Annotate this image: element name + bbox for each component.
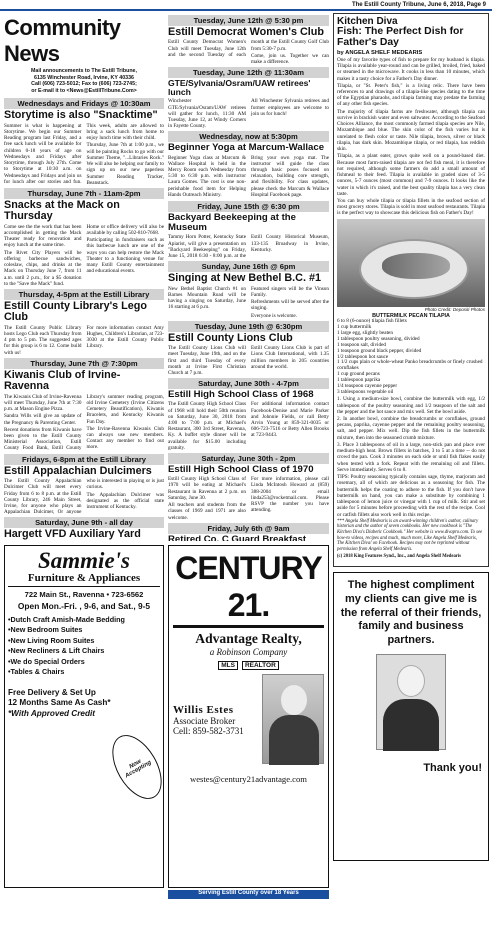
- head-shape: [281, 685, 307, 715]
- event-date-bar: Saturday, June 30th - 2pm: [168, 453, 329, 464]
- photo-credit: Photo Credit: Depositi Photos: [424, 306, 485, 312]
- paragraph: For more information, please call Linda McIntosh Howard at (859) 388-2004 or email linda253@rocketmail.com. Please RSVP the number you have attending.: [251, 476, 329, 514]
- paragraph: The Appalachian Dulcimer was designated as the official state instrument of Kentucky.: [86, 491, 164, 510]
- event-headline: GTE/Sylvania/Osram/UAW retirees' lunch: [168, 78, 311, 98]
- paragraph: Refreshments will be served after the singing.: [251, 299, 329, 312]
- community-news-title: Community News: [4, 15, 121, 66]
- list-item: • Tables & Chairs: [8, 667, 160, 677]
- ingredient: 1 teaspoon ground black pepper, divided: [337, 347, 422, 354]
- event-headline: Beginner Yoga at Marcum-Wallace: [168, 142, 325, 154]
- paragraph: Recent donations from Kiwanis have been given to the Estill County Ministerial Association, Estill County Food Bank, Estill County Library's summer reading program, old Irvine Cemetery (Irvine Citizens Cemetery Beautification), Kiwanis Bracelets, and Kentucky Kiwanis Fun Day.: [4, 393, 164, 452]
- ingredient: 1 large egg, slightly beaten: [337, 329, 393, 336]
- event-body: [4, 478, 164, 515]
- ingredient: 1 tablespoon poultry seasoning, divided: [337, 335, 420, 342]
- list-item: • Dutch Craft Amish-Made Bedding: [8, 615, 160, 625]
- paragraph: All Winchester Sylvania retirees and former employees are welcome to join us for lunch!: [251, 98, 329, 117]
- sammies-footer: [8, 688, 160, 720]
- torso-shape: [383, 699, 439, 751]
- event-body: [168, 476, 329, 521]
- agent-block: [173, 674, 324, 764]
- paragraph: New Bethel Baptist Church #1 on Barnes Mountain Road will be having a singing on Saturday, June 16 starting at 6 p.m.: [168, 285, 246, 311]
- event-date-bar: Thursday, June 7th @ 7:30pm: [4, 358, 164, 369]
- event-date-bar: Saturday, June 30th - 4-7pm: [168, 378, 329, 389]
- now-accepting-badge: Now Accepting: [102, 727, 172, 808]
- kitchen-diva-byline: by ANGELA SHELF MEDEARIS: [337, 49, 423, 56]
- info-line: Call (606) 723-5012; Fax to (606) 723-2745;: [31, 81, 137, 88]
- page-header-text: The Estill County Tribune, June 6, 2018, Page 9: [351, 1, 486, 8]
- paragraph: The Irvine-Ravenna Kiwanis Club can always use new members. Contact any member to find out more.: [86, 425, 164, 451]
- event-date-bar: Thursday, June 7th - 11am-2pm: [4, 188, 164, 199]
- sammies-subtitle: Furniture & Appliances: [8, 572, 160, 587]
- company-sub: a Robinson Company: [209, 647, 288, 657]
- event-body: [4, 325, 164, 356]
- event-date-bar: Wednesdays and Fridays @ 10:30am: [4, 98, 164, 109]
- event-date-bar: Saturday, June 9th - all day: [4, 517, 164, 528]
- torso-shape: [269, 715, 319, 765]
- author-note: *** Angela Shelf Medearis is an award-winning children's author, culinary historian and the author of seven cookbooks. Her new cookbook is "The Kitchen Diva's Diabetic Cookbook." Her website is www.divapro.com. To see how-to videos, recipes and much, much more, Like Angela Shelf Medearis, The Kitchen Diva! on Facebook. Recipes may not be reprinted without permission from Angela Shelf Medearis.: [337, 518, 483, 552]
- event-headline: Storytime is also "Snacktime": [4, 109, 158, 122]
- ingredient: 1 cup ground pecans: [337, 371, 380, 378]
- paragraph: Come, join us. Together we can make a difference.: [251, 52, 329, 66]
- event-headline: Hargett VFD Auxiliary Yard: [4, 528, 141, 541]
- event-date-bar: Wednesday, now at 5:30pm: [168, 131, 329, 142]
- kitchen-diva-title: Kitchen Diva: [337, 16, 398, 27]
- events-column: [168, 13, 329, 541]
- paragraph: The majority of tilapia farms are freshwater, although tilapia can survive in brackish water and even saltwater. According to the Seafood Choices Alliance, the most commonly farmed tilapia species are Nile, Mozambique and blue. The skin color of the fish varies but is unrelated to flesh color or taste. Nile tilapia, brown, silver or black tilapia, has dark skin. Mozambique tilapia, or red tilapia, has reddish skin.: [337, 108, 485, 153]
- event-body: [4, 394, 164, 452]
- ingredient: 1 teaspoon salt, divided: [337, 341, 386, 348]
- event-headline: Estill Democrat Women's Club: [168, 26, 324, 38]
- event-headline: Retired Co. C Guard Breakfast: [168, 533, 307, 541]
- event-headline: Snacks at the Mack on Thursday: [4, 199, 120, 223]
- paragraph: Thursday, June 7th at 1:00 p.m., we will be painting Rocks to go with our Summer Theme, "...Libraries Rock." We will also be helping our family to sign up on our new paperless Summer Reading Tracker, Beanstack.: [86, 142, 164, 186]
- kitchen-diva-body: [337, 57, 485, 217]
- event-body: [168, 401, 329, 451]
- recipe-step: 3. Place 3 tablespoons of oil in a large, non-stick pan and place over medium-high heat. Brown fillets in batches, 3 to 5 at a time -- do not crowd the pan. Cook 3 minutes on each side or until fish flakes easily when tested with a fork. Repeat with the remaining oil and fillets. Serve immediately. Serves 6 to 8.: [337, 441, 485, 473]
- event-body: [168, 155, 329, 200]
- event-headline: Singing at New Bethel B.C. #1: [168, 272, 321, 285]
- event-body: [168, 98, 329, 129]
- logo-stripe: [173, 625, 324, 628]
- paragraph: Sandra Wills will give an update of the Pregnancy & Parenting Center.: [4, 413, 82, 426]
- event-body: [168, 286, 329, 319]
- event-date-bar: Tuesday, June 12th @ 5:30 pm: [168, 15, 329, 26]
- agent-cell: Cell: 859-582-3731: [173, 726, 244, 736]
- ingredient: 1/4 teaspoon cayenne pepper: [337, 383, 398, 390]
- century21-ad: [168, 545, 329, 888]
- event-date-bar: Fridays, 6-8pm at the Estill Library: [4, 454, 164, 465]
- agent-email: westes@century21advantage.com: [190, 774, 307, 784]
- paragraph: The Estill County Appalachian Dulcimer Club will meet every Friday from 6 to 8 p.m. at the Estill County Library, 246 Main Street, Irvine, for anyone who plays an Appalachian Dulcimer, Or anyone who is interested in playing or is just curious.: [4, 478, 164, 516]
- realtor-logos: [173, 661, 324, 670]
- community-news-items: [4, 98, 164, 541]
- paragraph: Beginner Yoga class at Marcum & Wallace Hospital is held in the Mercy Room each Wednesday from 5:30 to 6:30 p.m. with instructor Laura Gomes. The cost is one non-perishable food item for Helping Hands Outreach Ministry.: [168, 154, 246, 198]
- info-line: 6135 Winchester Road, Irvine, KY 40336: [34, 74, 134, 81]
- ingredient: 1 cup buttermilk: [337, 323, 372, 330]
- recipe-title: BUTTERMILK PECAN TILAPIA: [372, 312, 450, 319]
- recipe-step: 2. In another bowl, combine the breadcrumbs or cornflakes, ground pecans, paprika, cayenne pepper and the remaining poultry seasoning, salt, and pepper. Mix well. Dip the fish fillets in the buttermilk mixture, then into the seasoned crumb mixture.: [337, 416, 485, 441]
- paragraph: Estill County Democrat Women's Club will meet Tuesday, June 12th and the second Tuesday of each month at the Estill County Golf Club from 5:30-7 p.m.: [168, 39, 329, 58]
- ingredient: 3 tablespoons vegetable oil: [337, 389, 394, 396]
- header-rule: [0, 9, 492, 11]
- agent-name: Willis Estes: [173, 704, 234, 716]
- page-header: [0, 0, 492, 9]
- footer-banner: Serving Estill County over 18 Years: [168, 890, 329, 899]
- paragraph: Come see the the work that has been accomplished in getting the Mack Theater ready for renovation and enjoy lunch at the same time.: [4, 223, 82, 249]
- paragraph: One of my favorite types of fish to prepare for my husband is tilapia. Tilapia is available year-round and can be grilled, broiled, fried, baked or steamed in the microwave. It cooks in less than 10 minutes, which makes it a tasty choice for a Father's Day dinner.: [337, 56, 485, 82]
- event-body: [4, 123, 164, 186]
- paragraph: Featured singers will be the Vinson Family.: [251, 285, 329, 298]
- paragraph: Bring your own yoga mat. The instructor will guide the class through basic poses focused on relaxation, building core strength, and flexibility. For class updates, please check the Marcum & Wallace Hospital Facebook page.: [251, 154, 329, 198]
- community-news-column: [4, 13, 164, 541]
- event-headline: Estill Appalachian Dulcimers: [4, 464, 152, 477]
- paragraph: The Estill County High School Class of 1968 will hold their 50th reunion on Saturday, June 30, 2018 from 4:00 to 7:00 p.m. at Michael's Restaurant, 300 3rd Street, Ravenna, Ky. A buffet style dinner will be available for $15.00 including gratuity.: [168, 401, 246, 451]
- paragraph: The Rivet City Players will be offering barbecue sandwiches, coleslaw, chips, and drinks at the Mack on Thursday June 7, from 11 a.m. until 2 p.m., for a $5 donation to the "Save the Mack" fund.: [4, 249, 82, 287]
- ingredient: 6 to 8 (6-ounce) tilapia fish fillets: [337, 317, 407, 324]
- thank-you-text: Thank you!: [423, 761, 482, 774]
- community-news-info: [4, 68, 164, 96]
- copyright: [337, 554, 485, 560]
- event-body: [168, 234, 329, 259]
- event-body: [168, 345, 329, 376]
- kitchen-diva-box: [333, 13, 489, 567]
- agent-role: Associate Broker: [173, 716, 236, 726]
- paragraph: Estill County Lions Club is part of Lions Club International, with 1.35 million members in 205 countries around the world.: [251, 345, 329, 370]
- paragraph: All teachers and students from the classes of 1969 and 1971 are also welcome.: [168, 502, 246, 521]
- event-date-bar: Thursday, 4-5pm at the Estill Library: [4, 289, 164, 300]
- sammies-ad: [4, 545, 164, 888]
- sammies-name: Sammie's: [37, 548, 130, 573]
- event-date-bar: Tuesday, June 12th @ 11:30am: [168, 67, 329, 78]
- referral-ad: [333, 572, 489, 861]
- paragraph: The Kiwanis Club of Irvine-Ravenna will meet Thursday, June 7th at 7:30 p.m. at Mason Engine Pizza.: [4, 393, 82, 413]
- kitchen-diva-column: [333, 13, 489, 567]
- recipe-step: 1. Using a medium-size bowl, combine the buttermilk with egg, 1/2 tablespoon of the poultry seasoning and 1/2 teaspoon of the salt and the pepper and the hot sauce and mix well. Set the bowl aside.: [337, 396, 485, 415]
- ingredient: 1/2 tablespoon hot sauce: [337, 353, 389, 360]
- century21-logo: CENTURY 21.: [175, 550, 322, 623]
- kitchen-diva-subtitle: Fish: The Perfect Dish for Father's Day: [337, 26, 464, 48]
- paragraph: Home or office delivery will also be available by calling 502-810-7668.: [86, 223, 164, 236]
- paragraph: The Estill County Public Library hosts Lego Club each Thursday from 4 pm to 5 pm. The suggested ages for this group is 6 to 12. Come build with us!: [4, 324, 82, 356]
- free-delivery: Free Delivery & Set Up: [8, 687, 96, 697]
- realtor-icon: REALTOR: [242, 661, 279, 670]
- event-date-bar: Sunday, June 16th @ 6pm: [168, 261, 329, 272]
- event-headline: Kiwanis Club of Irvine-Ravenna: [4, 368, 121, 393]
- paragraph: Summer is what is happening at Storytime. We begin our Summer Reading program last Friday, and a free sack lunch will be available for children 0-18 years of age on Wednesdays and Fridays after Storytime, through July 27th. Come to Storytime at 10:30 a.m. on Wednesdays and Fridays and join us for lunch after our stories and fun. This week, adults are allowed to bring a sack lunch from home to enjoy lunch time with their child.: [4, 122, 164, 185]
- list-item: • New Bedroom Suites: [8, 625, 160, 635]
- company-name: Advantage Realty,: [195, 631, 302, 646]
- event-body: [4, 224, 164, 287]
- mls-icon: MLS: [218, 661, 238, 670]
- event-headline: Estill County Lions Club: [168, 331, 293, 344]
- sammies-hours: Open Mon.-Fri. , 9-6, and Sat., 9-5: [17, 601, 151, 611]
- paragraph: Tilapia, or "St. Peter's fish," is a living relic. There have been references to and drawings of a tilapia-like species dating to the time of the Egyptian pharaohs, and tilapia farming may predate the farming of any other fish species.: [337, 82, 485, 108]
- info-line: or E-mail it to <News@EstillTribune.Com>: [31, 87, 137, 94]
- sammies-address: 722 Main St., Ravenna • 723-6562: [24, 590, 144, 599]
- paragraph: Tilapia, as a plant eater, grows quite well on a pound-based diet. Because most farm-raised tilapia are not fed fish meal, it is therefore not required, although some farmers do add a small amount of fishmeal to their feed. Tilapia is available in graded sizes of 3-5 ounces, 5-7 ounces (most common) and 7-9 ounces. It looks like the water in which it's raised, and the best quality tilapia has a very clean taste.: [337, 153, 485, 197]
- same-as-cash: 12 Months Same As Cash*: [8, 698, 111, 708]
- event-body: [168, 39, 329, 65]
- sammies-items: [8, 615, 160, 678]
- paragraph: Estill County High School Class of 1970 will be eating at Michael's Restaurant in Ravenna at 2 p.m. on Saturday, June 30.: [168, 476, 246, 501]
- list-item: • New Living Room Suites: [8, 636, 160, 646]
- paragraph: For additional information contact Facebook-Denise and Marie Parker and Johnnie Fields, or call Betty Arvin Young at 859-321-0035 or 606-723-7516 or Betty Allen Brooks at 723-9443.: [251, 401, 329, 439]
- event-date-bar: Tuesday, June 19th @ 6:30pm: [168, 321, 329, 332]
- tilapia-photo: [337, 219, 485, 307]
- info-line: Mail announcements to The Estill Tribune,: [31, 68, 137, 74]
- event-headline: Estill High School Class of 1970: [168, 464, 314, 476]
- paragraph: Everyone is welcome.: [251, 312, 297, 319]
- author-note-text: Angela Shelf Medearis is an award-winning children's author, culinary historian and the author of seven cookbooks. Her new cookbook is "The Kitchen Diva's Diabetic Cookbook." Her website is www.divapro.com. To see how-to videos, recipes and much, much more, Like Angela Shelf Medearis, The Kitchen Diva! on Facebook. Recipes may not be reprinted without permission from Angela Shelf Medearis.: [337, 518, 483, 552]
- paragraph: You can buy whole tilapia or tilapia fillets in the seafood section of most grocery stores. Tilapia is sold in most seafood restaurants. Tilapia is the perfect way to showcase this delicious fish on Father's Day!: [337, 198, 485, 217]
- event-date-bar: Friday, July 6th @ 9am: [168, 523, 329, 534]
- agent-photo: [376, 654, 446, 750]
- paragraph: The Estill County Lions Club will meet Tuesday, June 19th, and on the first and third Tuesday of every month at Irvine First Christian Church at 7 p.m.: [168, 345, 246, 376]
- ingredient: 1 tablespoon paprika: [337, 377, 381, 384]
- event-headline: Estill County Library's Lego Club: [4, 300, 147, 324]
- ingredient: 1 1/2 cups plain or whole-wheat Panko breadcrumbs or finely crushed cornflakes: [337, 359, 483, 372]
- copyright-text: (c) 2018 King Features Synd., Inc., and Angela Shelf Medearis: [337, 553, 462, 559]
- list-item: • We do Special Orders: [8, 657, 160, 667]
- paragraph: Winchester GTE/Sylvania/Osram/UAW retirees will gather for lunch, 11:30 AM Tuesday, June 12, at Windy Corners in Fayette County.: [168, 98, 246, 130]
- recipe-steps: [337, 396, 485, 517]
- list-item: • New Recliners & Lift Chairs: [8, 646, 160, 656]
- head-shape: [397, 665, 425, 697]
- referral-text: The highest compliment my clients can give me is the referral of their friends, family and business partners.: [340, 579, 482, 646]
- event-date-bar: Friday, June 15th @ 6:30 pm: [168, 201, 329, 212]
- approved-credit: *With Approved Credit: [8, 708, 95, 718]
- event-headline: Estill High School Class of 1968: [168, 389, 314, 401]
- event-headline: Backyard Beekeeping at the Museum: [168, 212, 296, 234]
- ingredients-list: [337, 319, 485, 397]
- paragraph: For more information contact Amy Hughes, Children's Librarian, at 723-3030 at the Estill County Public Library.: [86, 324, 164, 350]
- recipe-step: TIPS: Poultry seasoning typically contains sage, thyme, marjoram and rosemary, all of which are delicious as a seasoning for fish. The buttermilk helps the coating to adhere to the fish. If you don't have buttermilk on hand, you can make a substitute by combining 1 tablespoon of lemon juice or vinegar with 1 cup of milk. Stir and set aside for 5 minutes before proceeding with the rest of the recipe. Cool or catfish fillets also work well in this recipe.: [337, 474, 485, 518]
- events-items: [168, 15, 329, 541]
- paragraph: Participating in fundraisers such as this barbecue lunch are one of the ways you can help restore the Mack Theater to a functioning venue for many Estill County entertainment and educational events.: [86, 237, 164, 275]
- agent-photo: [262, 674, 324, 764]
- paragraph: Tammy Horn Potter, Kentucky State Apiarist, will give a presentation on "Backyard Beekeeping" on Friday, June 15, 2018 6:30 - 8:00 p.m. at the Estill County Historical Museum, 133-135 Broadway in Irvine, Kentucky.: [168, 234, 329, 259]
- fish-shape: [382, 253, 450, 279]
- agent-details: [173, 704, 258, 736]
